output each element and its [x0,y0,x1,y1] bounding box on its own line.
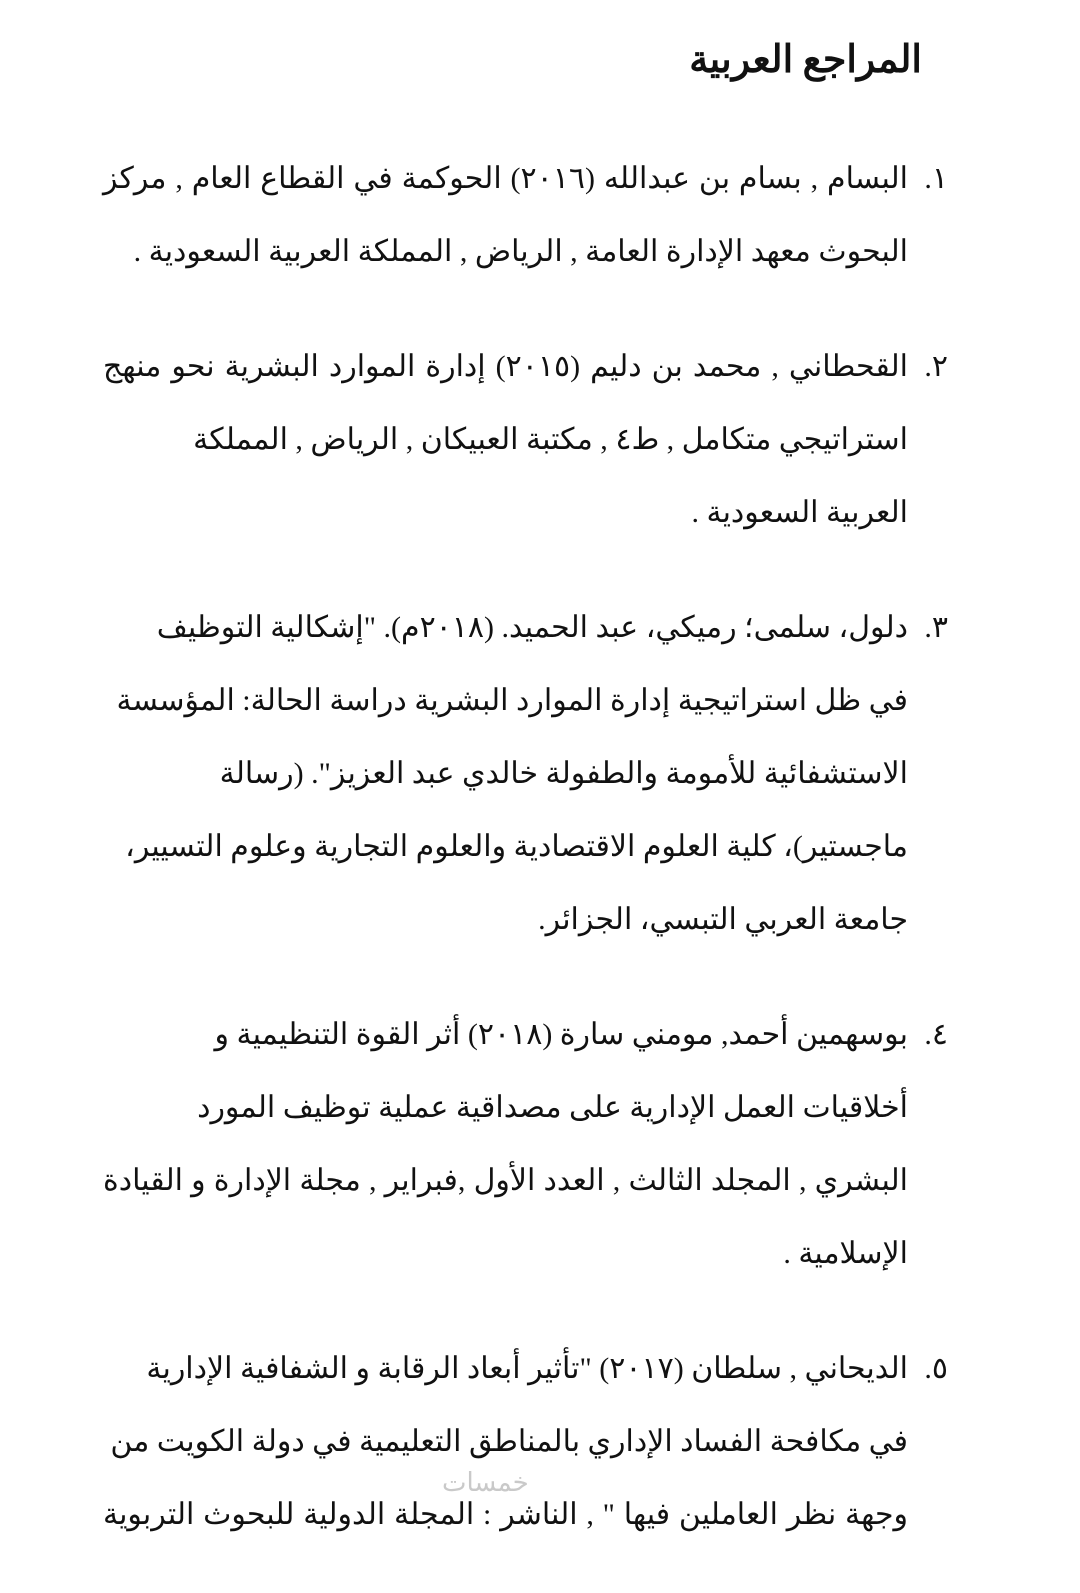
reference-text [103,330,916,549]
page-title: المراجع العربية [689,39,922,81]
reference-line: استراتيجي متكامل , ط٤ , مكتبة العبيكان , الرياض , المملكة [193,423,908,456]
reference-line: دلول، سلمى؛ رميكي، عبد الحميد. (٢٠١٨م). "إشكالية التوظيف [156,611,908,644]
reference-number: ٣. [924,611,948,644]
reference-item-1 [103,142,948,288]
reference-line: البسام , بسام بن عبدالله (٢٠١٦) الحوكمة في القطاع العام , مركز [103,162,909,195]
reference-line: الإسلامية . [783,1237,908,1270]
reference-line: في مكافحة الفساد الإداري بالمناطق التعليمية في دولة الكويت من [110,1425,908,1458]
reference-number: ٢. [924,350,948,383]
reference-line: العربية السعودية . [691,496,908,529]
reference-line: وجهة نظر العاملين فيها " , الناشر : المجلة الدولية للبحوث التربوية [103,1498,908,1531]
reference-number: ٥. [924,1352,948,1385]
reference-line: القحطاني , محمد بن دليم (٢٠١٥) إدارة الموارد البشرية نحو منهج [103,350,909,383]
reference-item-2 [103,330,948,549]
reference-item-4 [103,998,948,1290]
reference-line: بوسهمين أحمد, مومني سارة (٢٠١٨) أثر القوة التنظيمية و [214,1018,908,1051]
reference-item-5 [103,1332,948,1551]
reference-line: البشري , المجلد الثالث , العدد الأول ,فبراير , مجلة الإدارة و القيادة [103,1164,908,1197]
reference-list [103,142,948,1593]
reference-line: في ظل استراتيجية إدارة الموارد البشرية دراسة الحالة: المؤسسة [116,684,908,717]
watermark: خمسات [442,1468,529,1498]
reference-item-3 [103,591,948,956]
reference-line: ماجستير)، كلية العلوم الاقتصادية والعلوم التجارية وعلوم التسيير، [125,830,908,863]
reference-text [103,1332,916,1551]
reference-text [103,591,916,956]
reference-text [103,998,916,1290]
reference-line: الديحاني , سلطان (٢٠١٧) "تأثير أبعاد الرقابة و الشفافية الإدارية [146,1352,908,1385]
reference-line: جامعة العربي التبسي، الجزائر. [538,903,908,936]
reference-line: أخلاقيات العمل الإدارية على مصداقية عملية توظيف المورد [197,1091,908,1124]
reference-text [103,142,916,288]
reference-number: ١. [924,162,948,195]
reference-line: الاستشفائية للأمومة والطفولة خالدي عبد العزيز". (رسالة [219,757,908,790]
reference-number: ٤. [924,1018,948,1051]
reference-line: البحوث معهد الإدارة العامة , الرياض , المملكة العربية السعودية . [133,235,908,268]
